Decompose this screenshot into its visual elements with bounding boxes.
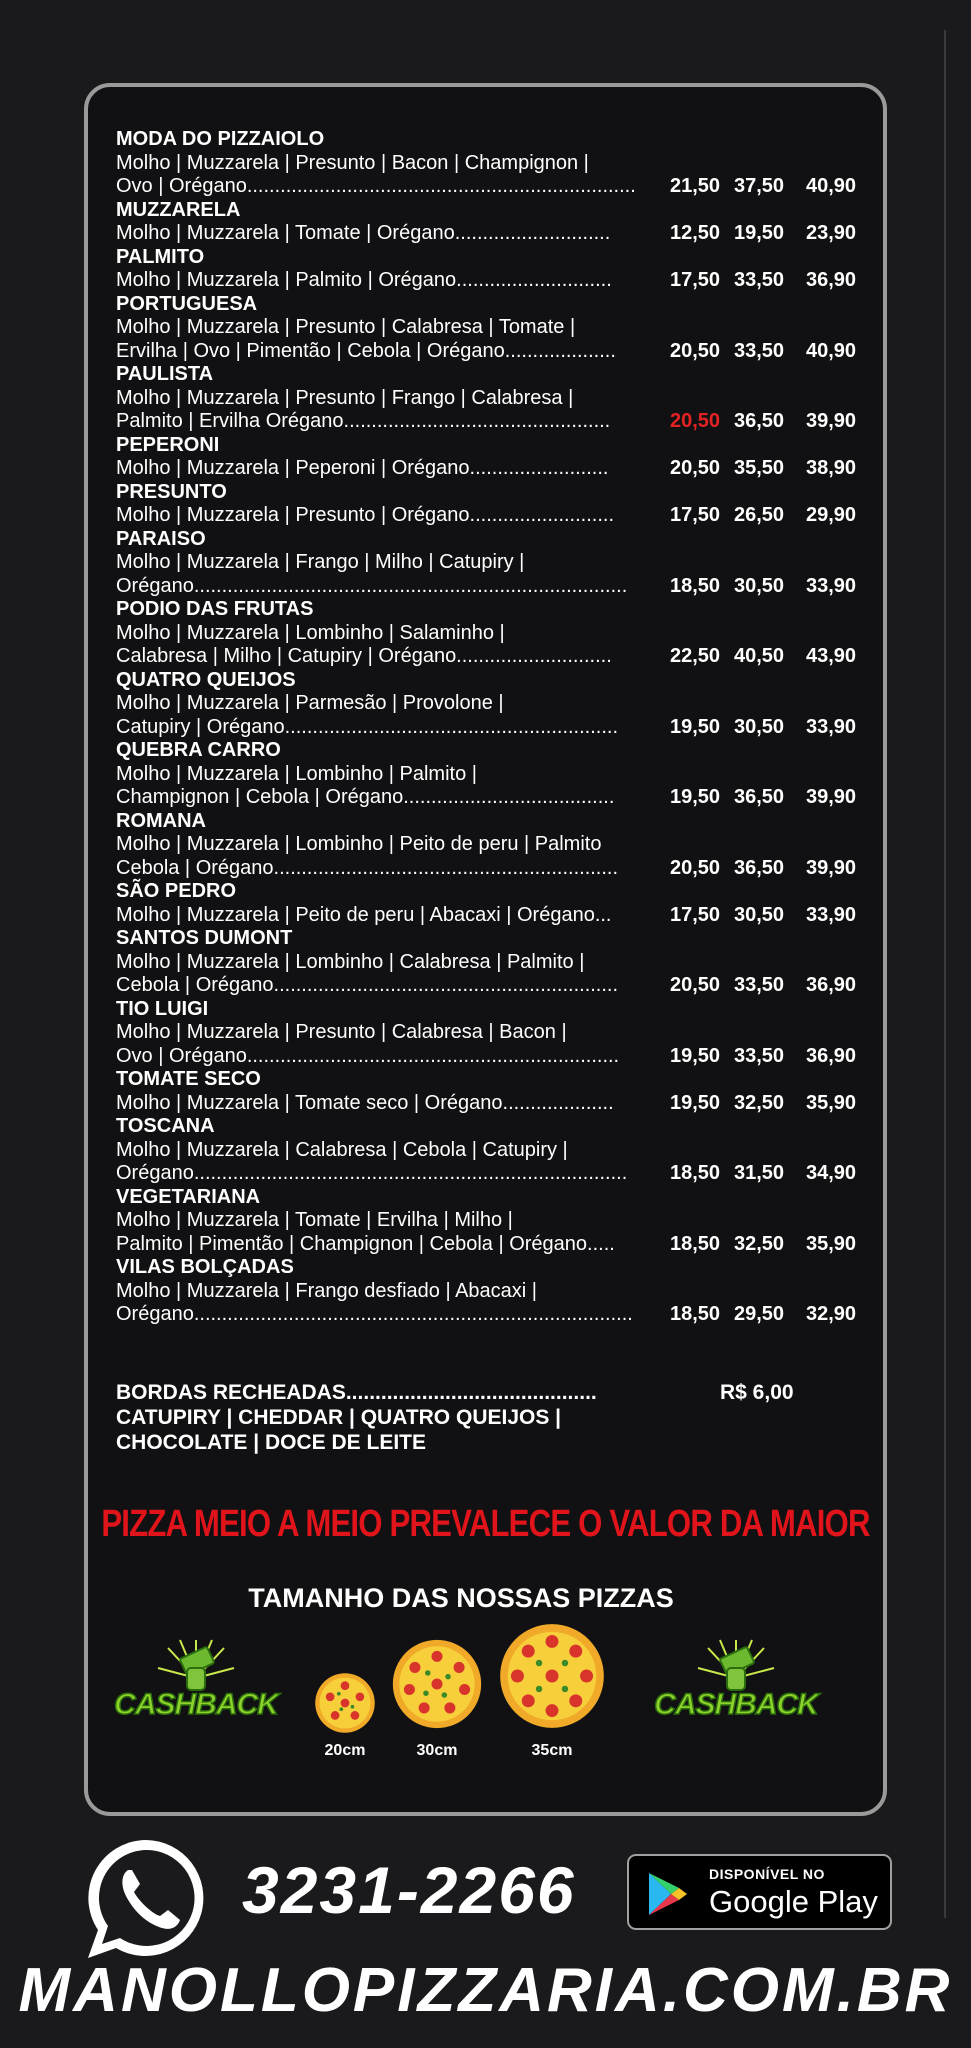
price-group — [670, 410, 971, 434]
price-medium: 37,50 — [734, 175, 785, 197]
price-group — [670, 1162, 971, 1186]
pizza-ingredients: Orégano.............................................................................. — [116, 574, 628, 597]
stuffed-crust-flavors-2: CHOCOLATE | DOCE DE LEITE — [116, 1431, 426, 1454]
price-group — [670, 340, 971, 364]
pizza-name: TOMATE SECO — [116, 1068, 261, 1090]
price-medium: 40,50 — [734, 645, 785, 667]
pizza-ingredients: Champignon | Cebola | Orégano...................................... — [116, 786, 615, 808]
pizza-ingredients: Molho | Muzzarela | Tomate seco | Orégano.................... — [116, 1091, 614, 1114]
price-large: 33,90 — [806, 903, 857, 926]
price-small: 17,50 — [670, 269, 721, 291]
menu-item — [116, 998, 876, 1069]
price-group — [670, 974, 971, 998]
stuffed-crust-price: R$ 6,00 — [720, 1381, 794, 1404]
price-small: 19,50 — [670, 1091, 721, 1114]
price-medium: 36,50 — [734, 856, 785, 879]
pizza-name: PORTUGUESA — [116, 292, 258, 315]
price-group — [670, 457, 971, 481]
price-group — [670, 504, 971, 528]
half-half-notice: PIZZA MEIO A MEIO PREVALECE O VALOR DA MAIOR — [101, 1503, 870, 1545]
price-large: 39,90 — [806, 786, 857, 808]
price-medium: 35,50 — [734, 457, 785, 479]
price-group — [670, 269, 971, 293]
menu-item — [116, 669, 876, 740]
pizza-ingredients: Cebola | Orégano.............................................................. — [116, 974, 619, 996]
price-large: 23,90 — [806, 222, 857, 244]
pizza-ingredients: Catupiry | Orégano............................................................ — [116, 715, 619, 738]
menu-item — [116, 598, 876, 669]
price-large: 40,90 — [806, 175, 857, 197]
pizza-ingredients: Palmito | Pimentão | Champignon | Cebola | Orégano..... — [116, 1232, 615, 1255]
pizza-name: SANTOS DUMONT — [116, 927, 293, 949]
pizza-ingredients: Ovo | Orégano...................................................................... — [116, 175, 636, 197]
pizza-ingredients: Molho | Muzzarela | Presunto | Bacon | Champignon | — [116, 151, 589, 174]
menu-item — [116, 1256, 876, 1327]
pizza-name: QUEBRA CARRO — [116, 739, 281, 761]
size-label-30: 30cm — [416, 1742, 458, 1759]
price-large: 34,90 — [806, 1162, 857, 1184]
google-play-label: Google Play — [709, 1884, 878, 1919]
price-group — [670, 222, 971, 246]
pizza-ingredients: Ervilha | Ovo | Pimentão | Cebola | Orégano.................... — [116, 339, 616, 362]
pizza-sizes-title: TAMANHO DAS NOSSAS PIZZAS — [248, 1583, 674, 1613]
price-group — [670, 645, 971, 669]
pizza-icon-large — [498, 1622, 606, 1730]
pizza-ingredients: Molho | Muzzarela | Lombinho | Calabresa | Palmito | — [116, 950, 585, 973]
price-group — [670, 1092, 971, 1116]
menu-item — [116, 528, 876, 599]
pizza-ingredients: Ovo | Orégano................................................................... — [116, 1044, 620, 1067]
pizza-name: PAULISTA — [116, 363, 214, 385]
menu-item — [116, 1186, 876, 1257]
price-medium: 33,50 — [734, 1044, 785, 1067]
website-url[interactable]: MANOLLOPIZZARIA.COM.BR — [18, 1956, 953, 2025]
stuffed-crust-section — [116, 1380, 876, 1455]
pizza-ingredients: Molho | Muzzarela | Parmesão | Provolone | — [116, 692, 504, 714]
pizza-name: PODIO DAS FRUTAS — [116, 598, 314, 620]
cashback-label: CASHBACK — [114, 1688, 278, 1721]
menu-item — [116, 434, 876, 481]
pizza-ingredients: Molho | Muzzarela | Frango | Milho | Catupiry | — [116, 551, 525, 573]
price-medium: 32,50 — [734, 1232, 785, 1255]
price-medium: 30,50 — [734, 715, 785, 738]
pizza-ingredients: Molho | Muzzarela | Presunto | Frango | Calabresa | — [116, 386, 574, 409]
price-small: 20,50 — [670, 457, 721, 479]
price-small: 18,50 — [670, 1162, 721, 1184]
pizza-name: VEGETARIANA — [116, 1185, 261, 1208]
stuffed-crust-title: BORDAS RECHEADAS........................................... — [116, 1381, 597, 1404]
pizza-icon-medium — [391, 1638, 483, 1730]
price-medium: 32,50 — [734, 1091, 785, 1114]
price-large: 39,90 — [806, 856, 857, 879]
price-group — [670, 575, 971, 599]
pizza-ingredients: Molho | Muzzarela | Frango desfiado | Abacaxi | — [116, 1279, 537, 1302]
pizza-ingredients: Molho | Muzzarela | Calabresa | Cebola | Catupiry | — [116, 1138, 568, 1161]
price-large: 35,90 — [806, 1091, 857, 1114]
price-small: 19,50 — [670, 786, 721, 808]
cashback-badge-right — [636, 1638, 836, 1728]
menu-item — [116, 363, 876, 434]
price-large: 39,90 — [806, 410, 857, 432]
price-medium: 33,50 — [734, 974, 785, 996]
price-small: 22,50 — [670, 645, 721, 667]
pizza-name: ROMANA — [116, 809, 206, 832]
pizza-ingredients: Molho | Muzzarela | Peperoni | Orégano......................... — [116, 457, 609, 479]
menu-item — [116, 293, 876, 364]
price-small: 18,50 — [670, 574, 721, 597]
pizza-ingredients: Orégano............................................................................... — [116, 1303, 633, 1325]
pizza-ingredients: Molho | Muzzarela | Tomate | Orégano............................ — [116, 222, 611, 244]
menu-item — [116, 927, 876, 998]
price-small: 18,50 — [670, 1232, 721, 1255]
pizza-name: QUATRO QUEIJOS — [116, 668, 296, 691]
pizza-name: SÃO PEDRO — [116, 880, 237, 902]
price-medium: 33,50 — [734, 339, 785, 362]
price-small: 17,50 — [670, 903, 721, 926]
price-large: 38,90 — [806, 457, 857, 479]
menu-item — [116, 880, 876, 927]
pizza-name: VILAS BOLÇADAS — [116, 1256, 294, 1278]
size-label-35: 35cm — [531, 1742, 573, 1759]
price-medium: 30,50 — [734, 574, 785, 597]
google-play-button[interactable] — [627, 1854, 892, 1930]
google-play-icon — [643, 1870, 691, 1918]
pizza-ingredients: Molho | Muzzarela | Palmito | Orégano............................ — [116, 269, 612, 291]
price-large: 33,90 — [806, 574, 857, 597]
price-medium: 30,50 — [734, 903, 785, 926]
price-small: 17,50 — [670, 504, 721, 526]
stuffed-crust-flavors-1: CATUPIRY | CHEDDAR | QUATRO QUEIJOS | — [116, 1406, 562, 1429]
price-group — [670, 1045, 971, 1069]
price-group — [670, 716, 971, 740]
price-group — [670, 786, 971, 810]
price-large: 43,90 — [806, 645, 857, 667]
price-small: 20,50 — [670, 856, 721, 879]
pizza-ingredients: Cebola | Orégano.............................................................. — [116, 856, 619, 879]
menu-item — [116, 810, 876, 881]
cashback-label: CASHBACK — [654, 1688, 818, 1721]
price-medium: 36,50 — [734, 410, 785, 432]
pizza-name: MODA DO PIZZAIOLO — [116, 128, 325, 150]
menu-item — [116, 1068, 876, 1115]
pizza-name: PRESUNTO — [116, 480, 227, 503]
price-large: 40,90 — [806, 339, 857, 362]
menu-item — [116, 246, 876, 293]
pizza-ingredients: Molho | Muzzarela | Lombinho | Salaminho | — [116, 621, 505, 644]
price-small: 19,50 — [670, 715, 721, 738]
pizza-menu-list — [116, 128, 876, 1327]
pizza-name: TIO LUIGI — [116, 997, 209, 1020]
whatsapp-icon[interactable] — [82, 1834, 210, 1962]
pizza-ingredients: Molho | Muzzarela | Presunto | Orégano.......................... — [116, 504, 615, 526]
cashback-badge-left — [96, 1638, 296, 1728]
price-medium: 29,50 — [734, 1303, 785, 1325]
price-large: 36,90 — [806, 974, 857, 996]
price-group — [670, 175, 971, 199]
menu-item — [116, 739, 876, 810]
pizza-name: TOSCANA — [116, 1115, 215, 1137]
price-small: 20,50 — [670, 339, 721, 362]
price-medium: 36,50 — [734, 786, 785, 808]
menu-item — [116, 199, 876, 246]
google-play-caption: DISPONÍVEL NO — [709, 1866, 825, 1882]
pizza-icon-small — [314, 1672, 376, 1734]
price-medium: 26,50 — [734, 504, 785, 526]
pizza-ingredients: Molho | Muzzarela | Peito de peru | Abacaxi | Orégano... — [116, 903, 612, 926]
pizza-name: PEPERONI — [116, 433, 220, 456]
price-large: 36,90 — [806, 1044, 857, 1067]
price-medium: 33,50 — [734, 269, 785, 291]
pizza-ingredients: Calabresa | Milho | Catupiry | Orégano............................ — [116, 645, 612, 667]
price-small: 20,50 — [670, 974, 721, 996]
price-small: 21,50 — [670, 175, 721, 197]
price-large: 35,90 — [806, 1232, 857, 1255]
price-small: 18,50 — [670, 1303, 721, 1325]
size-label-20: 20cm — [324, 1742, 366, 1759]
menu-item — [116, 128, 876, 199]
pizza-ingredients: Molho | Muzzarela | Lombinho | Peito de peru | Palmito — [116, 833, 602, 855]
price-small: 19,50 — [670, 1044, 721, 1067]
price-group — [670, 857, 971, 881]
pizza-ingredients: Molho | Muzzarela | Presunto | Calabresa | Tomate | — [116, 316, 576, 338]
price-large: 32,90 — [806, 1303, 857, 1325]
pizza-ingredients: Palmito | Ervilha Orégano................................................ — [116, 410, 611, 432]
price-large: 29,90 — [806, 504, 857, 526]
pizza-ingredients: Molho | Muzzarela | Tomate | Ervilha | Milho | — [116, 1209, 513, 1231]
price-group — [670, 904, 971, 928]
pizza-ingredients: Molho | Muzzarela | Presunto | Calabresa | Bacon | — [116, 1021, 567, 1043]
pizza-name: MUZZARELA — [116, 198, 241, 221]
menu-item — [116, 1115, 876, 1186]
price-large: 36,90 — [806, 269, 857, 291]
price-small: 20,50 — [670, 410, 721, 432]
menu-item — [116, 481, 876, 528]
pizza-name: PARAISO — [116, 527, 206, 550]
pizza-ingredients: Orégano.............................................................................. — [116, 1162, 628, 1184]
price-medium: 31,50 — [734, 1162, 785, 1184]
phone-number[interactable]: 3231-2266 — [242, 1853, 576, 1927]
price-large: 33,90 — [806, 715, 857, 738]
pizza-ingredients: Molho | Muzzarela | Lombinho | Palmito | — [116, 762, 477, 785]
price-group — [670, 1303, 971, 1327]
price-group — [670, 1233, 971, 1257]
price-small: 12,50 — [670, 222, 721, 244]
pizza-name: PALMITO — [116, 245, 205, 268]
price-medium: 19,50 — [734, 222, 785, 244]
